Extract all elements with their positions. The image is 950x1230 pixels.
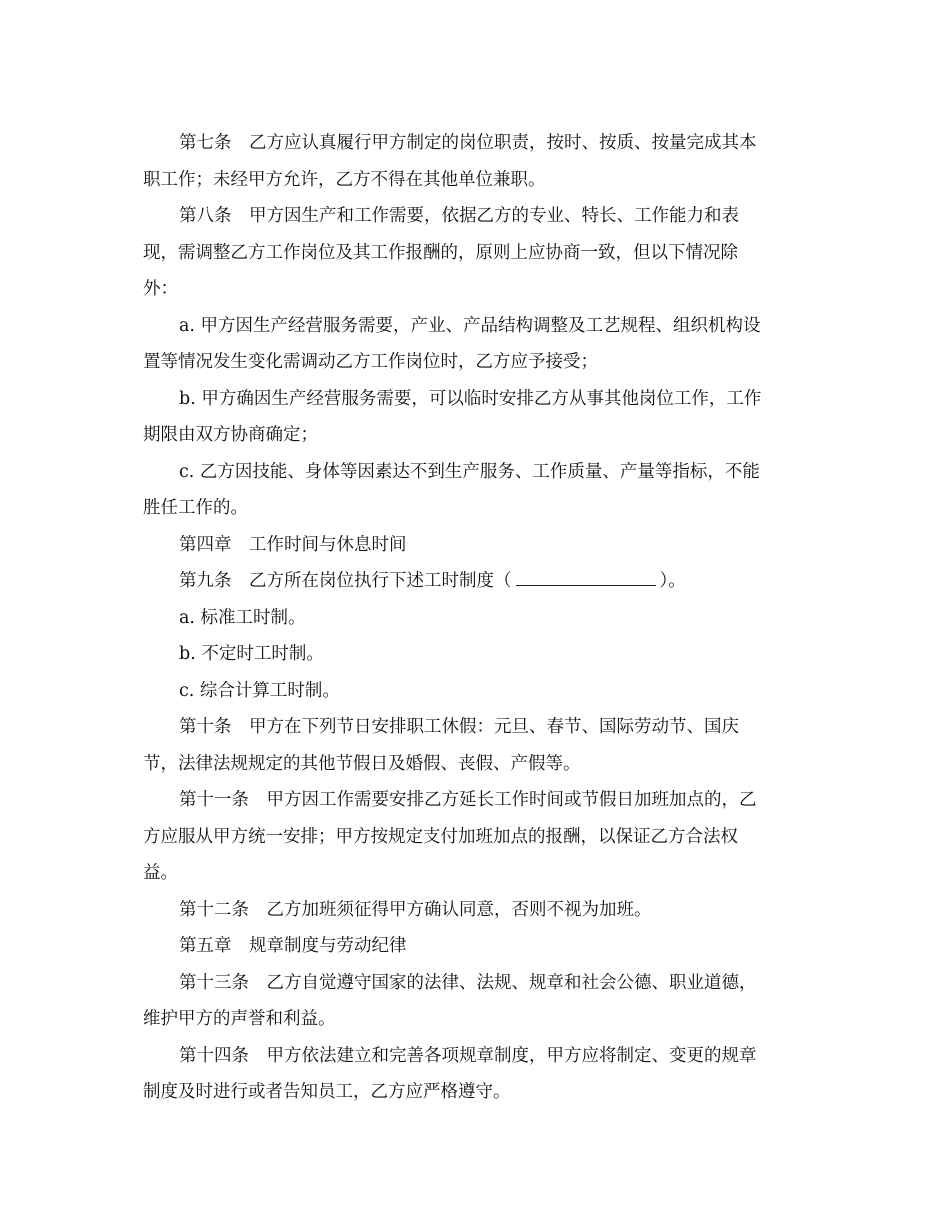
text-line: 节，法律法规规定的其他节假日及婚假、丧假、产假等。 <box>143 753 581 774</box>
text-line: 现，需调整乙方工作岗位及其工作报酬的，原则上应协商一致，但以下情况除 <box>143 242 738 263</box>
text-line: c. 乙方因技能、身体等因素达不到生产服务、工作质量、产量等指标，不能 <box>179 461 760 482</box>
text-line: 第十三条 乙方自觉遵守国家的法律、法规、规章和社会公德、职业道德， <box>179 972 757 993</box>
article-11 <box>143 782 805 892</box>
text-line: 置等情况发生变化需调动乙方工作岗位时，乙方应予接受； <box>143 352 598 372</box>
article-7 <box>143 125 805 198</box>
text-line: 益。 <box>143 863 178 883</box>
text-line: a. 甲方因生产经营服务需要，产业、产品结构调整及工艺规程、组织机构设 <box>179 315 761 336</box>
fill-in-blank[interactable] <box>516 567 656 586</box>
article-13 <box>143 965 805 1038</box>
text-line: 第十条 甲方在下列节日安排职工休假：元旦、春节、国际劳动节、国庆 <box>179 717 739 737</box>
article-10 <box>143 709 805 782</box>
text-line: a. 标准工时制。 <box>179 607 306 628</box>
text-line: 期限由双方协商确定； <box>143 425 318 445</box>
text-line: 维护甲方的声誉和利益。 <box>143 1009 336 1029</box>
chapter-5-heading <box>143 928 805 965</box>
text-line: 制度及时进行或者告知员工，乙方应严格遵守。 <box>143 1082 511 1102</box>
text-line: 第十二条 乙方加班须征得甲方确认同意，否则不视为加班。 <box>179 899 652 920</box>
text-line: 胜任工作的。 <box>143 498 248 518</box>
text-line: 第十一条 甲方因工作需要安排乙方延长工作时间或节假日加班加点的，乙 <box>179 790 757 810</box>
text-line <box>143 563 805 600</box>
article-8-item-a <box>143 308 805 381</box>
article-8-item-b <box>143 381 805 454</box>
text-line: 第十四条 甲方依法建立和完善各项规章制度，甲方应将制定、变更的规章 <box>179 1045 757 1066</box>
article-14 <box>143 1038 805 1111</box>
text-line: c. 综合计算工时制。 <box>179 680 340 701</box>
article-9-item-b <box>143 636 805 673</box>
article-8-item-c <box>143 454 805 527</box>
text-line: b. 甲方确因生产经营服务需要，可以临时安排乙方从事其他岗位工作，工作 <box>179 388 762 409</box>
text-line: 方应服从甲方统一安排；甲方按规定支付加班加点的报酬，以保证乙方合法权 <box>143 826 738 847</box>
document-body <box>143 125 805 1111</box>
text-line: 第八条 甲方因生产和工作需要，依据乙方的专业、特长、工作能力和表 <box>179 206 739 226</box>
text-line: 职工作；未经甲方允许，乙方不得在其他单位兼职。 <box>143 169 546 190</box>
text-line: 第七条 乙方应认真履行甲方制定的岗位职责，按时、按质、按量完成其本 <box>179 133 757 153</box>
article-9-item-c <box>143 673 805 710</box>
article-8 <box>143 198 805 308</box>
chapter-4-heading <box>143 527 805 564</box>
text-line: 外： <box>143 279 178 299</box>
article-9-suffix: ）。 <box>659 571 686 591</box>
article-12 <box>143 892 805 929</box>
text-line: 第四章 工作时间与休息时间 <box>179 534 407 555</box>
text-line: 第五章 规章制度与劳动纪律 <box>179 936 407 956</box>
article-9-item-a <box>143 600 805 637</box>
text-line: b. 不定时工时制。 <box>179 644 324 664</box>
article-9 <box>143 563 805 600</box>
article-9-prefix: 第九条 乙方所在岗位执行下述工时制度（ <box>179 571 512 591</box>
